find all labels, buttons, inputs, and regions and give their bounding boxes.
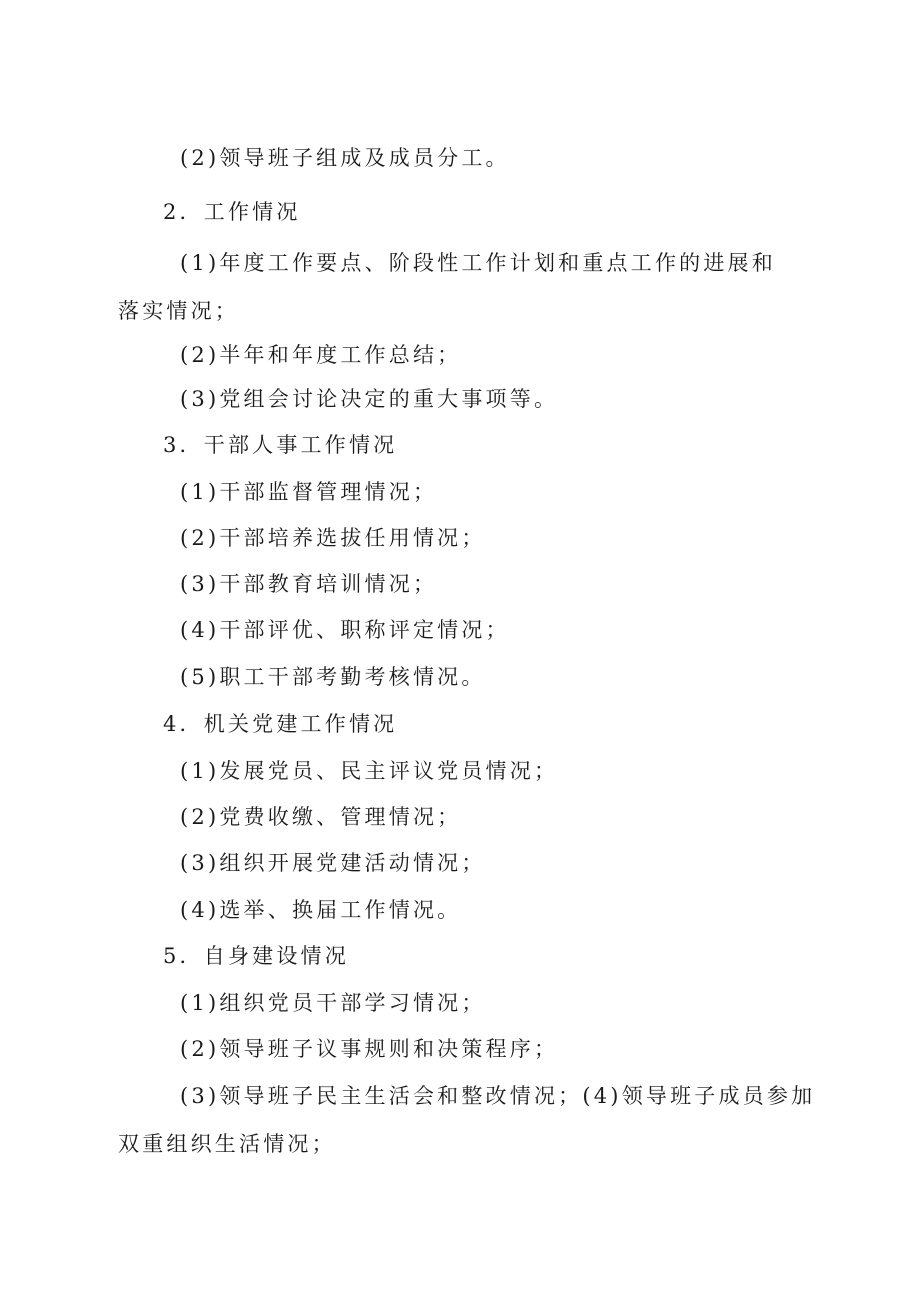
paragraph-line: 双重组织生活情况； [118, 1132, 336, 1156]
paragraph-line: (2)半年和年度工作总结； [180, 343, 462, 367]
paragraph-line: (1)组织党员干部学习情况； [180, 991, 486, 1015]
section-heading: 4．机关党建工作情况 [163, 712, 398, 736]
paragraph-line: (3)干部教育培训情况； [180, 572, 438, 596]
paragraph-line: (2)干部培养选拔任用情况； [180, 526, 486, 550]
paragraph-line: (1)干部监督管理情况； [180, 480, 438, 504]
paragraph-line: (3)党组会讨论决定的重大事项等。 [180, 387, 559, 411]
paragraph-line: (1)年度工作要点、阶段性工作计划和重点工作的进展和 [180, 251, 776, 275]
paragraph-line: (4)干部评优、职称评定情况； [180, 618, 510, 642]
paragraph-line: (3)领导班子民主生活会和整改情况；(4)领导班子成员参加 [180, 1084, 816, 1108]
paragraph-line: (3)组织开展党建活动情况； [180, 851, 486, 875]
paragraph-line: (2)党费收缴、管理情况； [180, 805, 462, 829]
paragraph-line: (5)职工干部考勤考核情况。 [180, 665, 486, 689]
paragraph-line: 落实情况； [118, 299, 239, 323]
paragraph-line: (1)发展党员、民主评议党员情况； [180, 759, 559, 783]
paragraph-line: (2)领导班子议事规则和决策程序； [180, 1037, 559, 1061]
section-heading: 2．工作情况 [163, 200, 301, 224]
section-heading: 3．干部人事工作情况 [163, 433, 398, 457]
paragraph-line: (4)选举、换届工作情况。 [180, 898, 462, 922]
paragraph-line: (2)领导班子组成及成员分工。 [180, 146, 510, 170]
section-heading: 5．自身建设情况 [163, 944, 349, 968]
